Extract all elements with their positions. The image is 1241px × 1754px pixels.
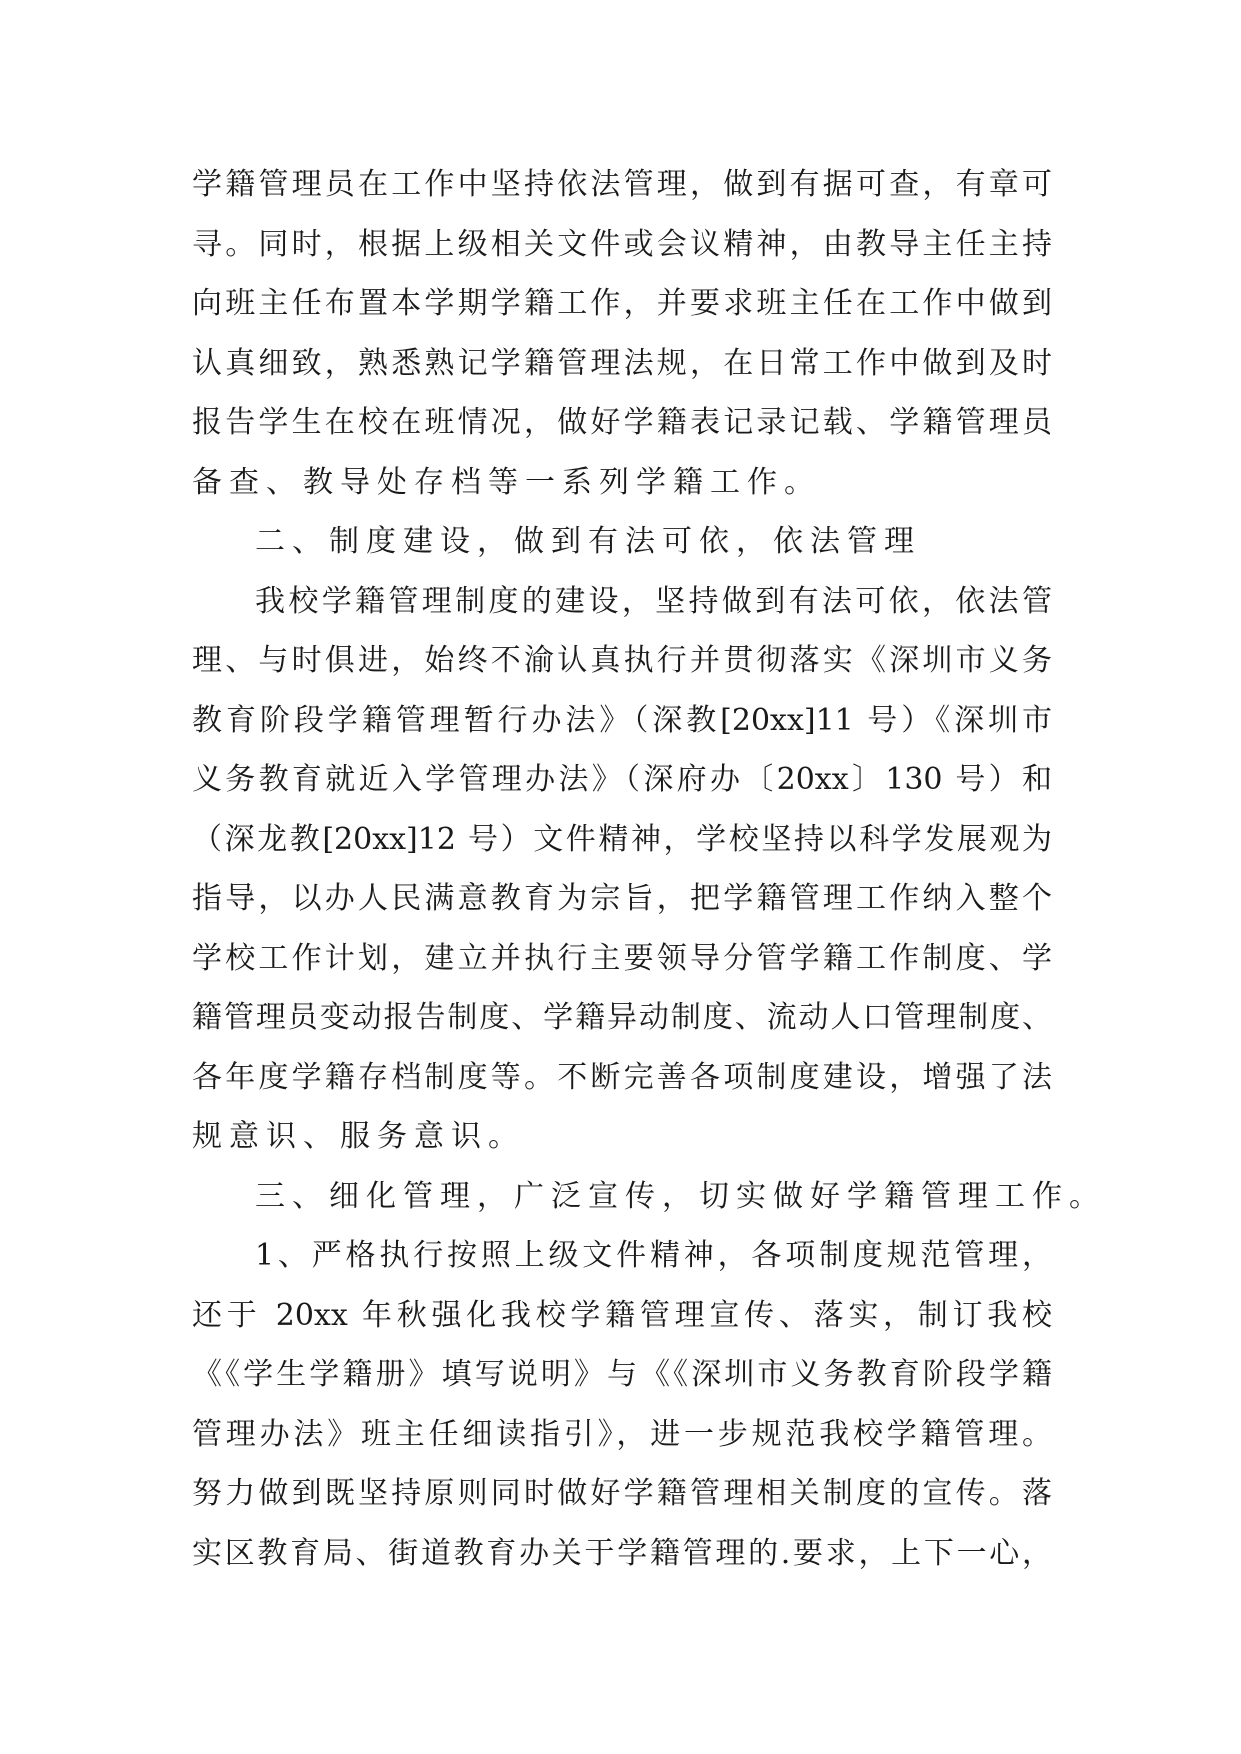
text-line: 学籍管理员在工作中坚持依法管理，做到有据可查，有章可 — [192, 167, 1052, 202]
text-line: 还于 20xx 年秋强化我校学籍管理宣传、落实，制订我校 — [192, 1297, 1052, 1333]
text-line: 备查、教导处存档等一系列学籍工作。 — [192, 464, 821, 500]
text-line: 努力做到既坚持原则同时做好学籍管理相关制度的宣传。落 — [192, 1476, 1052, 1511]
text-line: 报告学生在校在班情况，做好学籍表记录记载、学籍管理员 — [192, 405, 1052, 440]
text-line: 实区教育局、街道教育办关于学籍管理的.要求，上下一心， — [192, 1535, 1052, 1571]
text-line: 二、制度建设，做到有法可依，依法管理 — [255, 524, 921, 559]
text-line: 规意识、服务意识。 — [192, 1119, 525, 1154]
text-line: 我校学籍管理制度的建设，坚持做到有法可依，依法管 — [255, 583, 1052, 619]
text-line: （深龙教[20xx]12 号）文件精神，学校坚持以科学发展观为 — [192, 821, 1052, 857]
body-text — [192, 155, 1106, 1583]
text-line: 各年度学籍存档制度等。不断完善各项制度建设，增强了法 — [192, 1059, 1052, 1095]
text-line: 指导，以办人民满意教育为宗旨，把学籍管理工作纳入整个 — [192, 881, 1052, 916]
text-line: 三、细化管理，广泛宣传，切实做好学籍管理工作。 — [255, 1178, 1106, 1214]
text-line: 1、严格执行按照上级文件精神，各项制度规范管理， — [255, 1238, 1052, 1273]
text-line: 籍管理员变动报告制度、学籍异动制度、流动人口管理制度、 — [192, 1000, 1052, 1035]
text-line: 义务教育就近入学管理办法》（深府办〔20xx〕130 号）和 — [192, 762, 1052, 797]
text-line: 管理办法》班主任细读指引》，进一步规范我校学籍管理。 — [192, 1416, 1052, 1452]
text-line: 寻。同时，根据上级相关文件或会议精神，由教导主任主持 — [192, 226, 1052, 262]
text-line: 《《学生学籍册》填写说明》与《《深圳市义务教育阶段学籍 — [192, 1357, 1052, 1392]
text-line: 向班主任布置本学期学籍工作，并要求班主任在工作中做到 — [192, 286, 1052, 321]
text-line: 学校工作计划，建立并执行主要领导分管学籍工作制度、学 — [192, 940, 1052, 976]
text-line: 认真细致，熟悉熟记学籍管理法规，在日常工作中做到及时 — [192, 345, 1052, 381]
text-line: 教育阶段学籍管理暂行办法》（深教[20xx]11 号）《深圳市 — [192, 702, 1052, 738]
text-line: 理、与时俱进，始终不渝认真执行并贯彻落实《深圳市义务 — [192, 643, 1052, 678]
